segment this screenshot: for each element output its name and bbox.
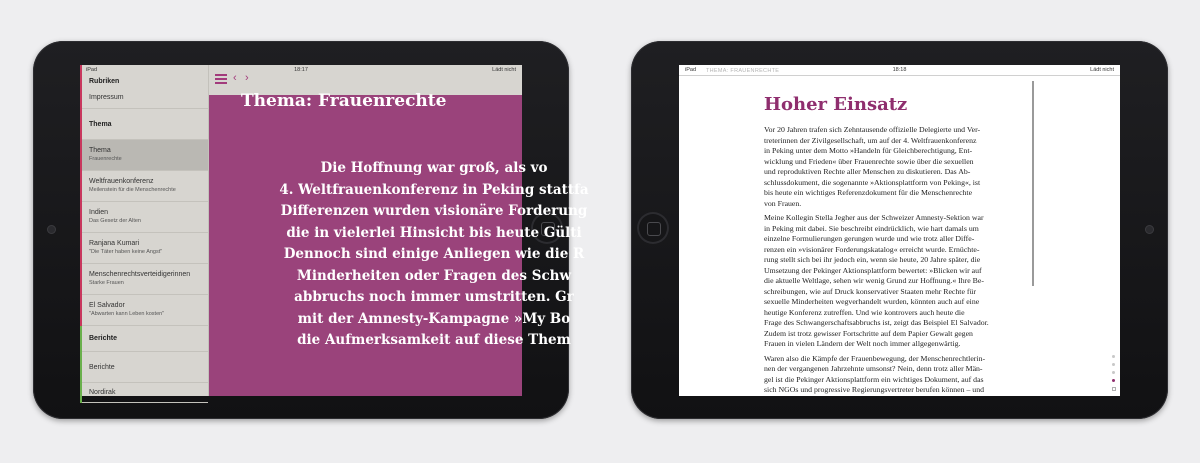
article-panel xyxy=(209,65,589,396)
sidebar-accent-bar xyxy=(80,140,82,171)
article-line: wicklung und Frieden« über Frauenrechte sowie über die sexuellen xyxy=(764,156,974,166)
intro-line: Differenzen wurden visionäre Forderung xyxy=(280,203,588,219)
intro-line: die in vielerlei Hinsicht bis heute Gülti xyxy=(286,224,582,241)
sidebar-accent-bar xyxy=(80,295,82,326)
sidebar-item-label: Berichte xyxy=(89,363,115,371)
sidebar-accent-bar xyxy=(80,264,82,295)
home-button[interactable] xyxy=(637,212,669,244)
carrier-label: iPad xyxy=(86,66,98,73)
sidebar-item[interactable] xyxy=(80,352,208,383)
article-line: Frage des Schwangerschaftsabbruchs ist, zeigt das Beispiel El Salvador. xyxy=(764,318,989,327)
page-square-icon[interactable] xyxy=(1112,387,1116,391)
article-line: von Frauen. xyxy=(764,198,802,208)
sidebar-item-label: Nordirak xyxy=(89,389,116,396)
sidebar-item[interactable] xyxy=(80,87,208,109)
article-line: Zudem ist trotz gewisser Fortschritte auf dem Papier Gewalt gegen xyxy=(764,328,973,338)
article-body xyxy=(764,125,1036,400)
article-line: schlussdokument, die sogenannte »Aktionsplattform von Peking«, ist xyxy=(764,177,981,187)
article-line: in Peking mit dabei. Sie beschreibt eindrücklich, wie hart damals um xyxy=(764,223,979,233)
article-paragraph xyxy=(764,213,1036,350)
article-line: die aktuelle Weltlage, sehen wir wenig Grund zur Hoffnung.« Ihre Be- xyxy=(764,276,984,285)
article-line: Umsetzung der Pekinger Aktionsplattform bewertet: »Blicken wir auf xyxy=(764,265,982,275)
chevron-left-icon[interactable]: ‹ xyxy=(233,72,237,84)
page-dot[interactable] xyxy=(1112,371,1115,374)
sidebar-item-label: Thema xyxy=(89,147,111,154)
sidebar-item-subtitle: Meilenstein für die Menschenrechte xyxy=(89,187,176,193)
sidebar-accent-bar xyxy=(80,171,82,202)
status-bar xyxy=(679,65,1120,74)
sidebar-item[interactable] xyxy=(80,326,208,352)
article-line: bis heute ein wichtiges Referenzdokument für die Menschenrechte xyxy=(764,188,973,197)
ipad-right xyxy=(631,41,1168,419)
camera-icon xyxy=(1145,225,1154,234)
article-line: rung stellt sich bei ihr jedoch ein, wenn sie heute, 20 Jahre später, die xyxy=(764,255,981,264)
status-bar xyxy=(80,65,522,74)
article-line: einzelne Formulierungen gerungen wurde und wie trotz aller Diffe- xyxy=(764,234,975,243)
article-line: sexuelle Minderheiten wegverhandelt wurden, könnten auch auf eine xyxy=(764,297,980,306)
article-line: Meine Kollegin Stella Jegher aus der Schweizer Amnesty-Sektion war xyxy=(764,213,984,222)
sidebar-item-label: Weltfrauenkonferenz xyxy=(89,178,154,185)
article-line: Frauen in vielen Ländern der Welt noch immer allgegenwärtig. xyxy=(764,339,961,348)
page-dot[interactable] xyxy=(1112,355,1115,358)
intro-line: Dennoch sind einige Anliegen wie die R xyxy=(283,246,585,262)
page-dot[interactable] xyxy=(1112,363,1115,366)
sidebar-item[interactable] xyxy=(80,383,208,403)
camera-icon xyxy=(47,225,56,234)
sidebar-item-label: Menschenrechtsverteidigerinnen xyxy=(89,271,191,278)
screen-right xyxy=(679,65,1120,396)
sidebar-item[interactable] xyxy=(80,295,208,326)
article-line: Waren also die Kämpfe der Frauenbewegung, der Menschenrechtlerin- xyxy=(764,353,986,363)
sidebar-item-subtitle: Frauenrechte xyxy=(89,156,122,162)
page-dot-active[interactable] xyxy=(1112,379,1115,382)
article-line: treterinnen der Zivilgesellschaft, um auf der 4. Weltfrauenkonferenz xyxy=(764,135,977,145)
intro-line: mit der Amnesty-Kampagne »My Bo xyxy=(297,310,571,327)
article-line: gel ist die Pekinger Aktionsplattform ein wichtiges Dokument, auf das xyxy=(764,374,984,384)
sidebar-accent-bar xyxy=(80,233,82,264)
sidebar-item[interactable] xyxy=(80,233,208,264)
sidebar-accent-bar xyxy=(80,87,82,109)
intro-line: 4. Weltfrauenkonferenz in Peking stattfa xyxy=(279,181,589,198)
scroll-indicator[interactable] xyxy=(1032,81,1034,286)
ipad-left xyxy=(33,41,589,419)
carrier-label: iPad xyxy=(685,66,697,73)
intro-line: Minderheiten oder Fragen des Schw xyxy=(296,267,572,284)
battery-label: Lädt nicht xyxy=(492,66,516,73)
page-indicator[interactable] xyxy=(1112,355,1117,391)
clock: 18:18 xyxy=(892,66,907,73)
article-line: nen der vergangenen Jahrzehnte umsonst? Nein, denn trotz aller Män- xyxy=(764,364,983,373)
sidebar-item-label: Indien xyxy=(89,209,109,216)
intro-line: die Aufmerksamkeit auf diese Them xyxy=(297,332,571,348)
sidebar-item[interactable] xyxy=(80,140,208,171)
sidebar-accent-bar xyxy=(80,383,82,403)
article-line: sich NGOs und progressive Regierungsvertreter berufen können – und xyxy=(764,385,984,394)
battery-label: Lädt nicht xyxy=(1090,66,1114,73)
article-paragraph xyxy=(764,354,1036,396)
sidebar-accent-bar xyxy=(80,352,82,383)
sidebar-accent-bar xyxy=(80,202,82,233)
sidebar-item[interactable] xyxy=(80,202,208,233)
sidebar-item-subtitle: Das Gesetz der Alten xyxy=(89,218,141,224)
sidebar-item-label: Berichte xyxy=(89,335,118,342)
article-paragraph xyxy=(764,125,1036,209)
menu-icon[interactable] xyxy=(215,74,227,84)
sidebar-item-subtitle: "Abwarten kann Leben kosten" xyxy=(89,311,165,317)
article-line: schreibungen, wie auf Druck konservativer Staaten mehr Rechte für xyxy=(764,286,976,296)
sidebar-header-label: Rubriken xyxy=(89,78,120,85)
sidebar-item[interactable] xyxy=(80,264,208,295)
sidebar-item-label: Thema xyxy=(89,120,112,128)
article-line: in Peking unter dem Motto »Handeln für Gleichberechtigung, Ent- xyxy=(764,146,973,155)
screen-left xyxy=(80,65,589,396)
article-line: und reproduktiven Rechte aller Menschen zu diskutieren. Das Ab- xyxy=(764,167,971,176)
sidebar-item[interactable] xyxy=(80,109,208,140)
intro-line: abbruchs noch immer umstritten. Gr xyxy=(294,289,574,305)
sidebar-accent-bar xyxy=(80,109,82,140)
article-line: heutige Konferenz zutreffen. Und wie kontrovers auch heute die xyxy=(764,307,965,317)
sidebar-item-label: El Salvador xyxy=(89,302,125,309)
article-title: Hoher Einsatz xyxy=(764,94,908,115)
sidebar-item[interactable] xyxy=(80,171,208,202)
article-line: renzen ein »visionärer Forderungskatalog« erreicht wurde. Ernüchte- xyxy=(764,244,980,254)
sidebar-item-label: Ranjana Kumari xyxy=(89,240,140,247)
page-title: Thema: Frauenrechte xyxy=(241,91,447,111)
sidebar-item-label: Impressum xyxy=(89,94,124,101)
intro-text xyxy=(254,158,614,352)
section-label[interactable]: THEMA: FRAUENRECHTE xyxy=(706,68,780,74)
chevron-right-icon[interactable]: › xyxy=(245,72,249,84)
clock: 18:17 xyxy=(294,66,308,73)
sidebar xyxy=(80,65,209,396)
sidebar-item-subtitle: "Die Täter haben keine Angst" xyxy=(89,249,163,255)
article-line: Vor 20 Jahren trafen sich Zehntausende offizielle Delegierte und Ver- xyxy=(764,125,981,134)
intro-line: Die Hoffnung war groß, als vo xyxy=(320,160,548,176)
sidebar-item-subtitle: Starke Frauen xyxy=(89,280,124,286)
sidebar-accent-bar xyxy=(80,326,82,352)
